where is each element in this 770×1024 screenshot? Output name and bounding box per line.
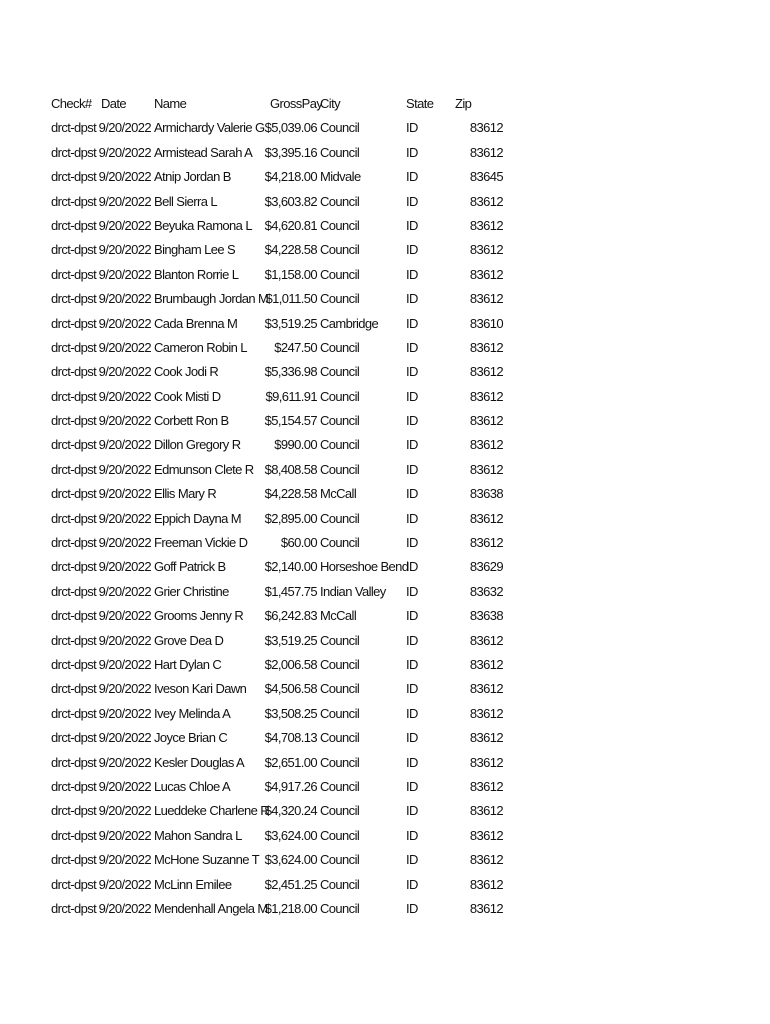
table-row: [0, 653, 770, 677]
cell-check: drct-dpst: [51, 632, 97, 648]
cell-zip: 83612: [469, 266, 503, 282]
cell-name: Brumbaugh Jordan M: [154, 291, 269, 307]
cell-state: ID: [406, 681, 418, 697]
cell-name: Armistead Sarah A: [154, 144, 253, 160]
cell-grosspay: $3,519.25: [264, 315, 317, 331]
cell-check: drct-dpst: [51, 364, 97, 380]
cell-check: drct-dpst: [51, 388, 97, 404]
cell-state: ID: [406, 437, 418, 453]
cell-city: Council: [320, 730, 360, 746]
cell-name: Hart Dylan C: [154, 656, 222, 672]
cell-state: ID: [406, 852, 418, 868]
cell-city: Council: [320, 437, 360, 453]
cell-grosspay: $4,228.58: [264, 486, 317, 502]
cell-grosspay: $2,895.00: [264, 510, 317, 526]
cell-check: drct-dpst: [51, 583, 97, 599]
cell-zip: 83612: [469, 632, 503, 648]
cell-state: ID: [406, 510, 418, 526]
cell-name: Cook Jodi R: [154, 364, 219, 380]
cell-check: drct-dpst: [51, 656, 97, 672]
cell-zip: 83612: [469, 705, 503, 721]
cell-zip: 83612: [469, 803, 503, 819]
table-row: [0, 604, 770, 628]
header-check: Check#: [51, 96, 92, 111]
cell-name: Grier Christine: [154, 583, 229, 599]
cell-grosspay: $247.50: [274, 339, 317, 355]
cell-name: Ivey Melinda A: [154, 705, 231, 721]
cell-grosspay: $3,624.00: [264, 852, 317, 868]
payroll-table: [0, 92, 770, 921]
cell-grosspay: $3,624.00: [264, 827, 317, 843]
cell-check: drct-dpst: [51, 193, 97, 209]
cell-check: drct-dpst: [51, 559, 97, 575]
cell-grosspay: $9,611.91: [265, 388, 317, 404]
cell-zip: 83612: [469, 461, 503, 477]
cell-city: Council: [320, 656, 360, 672]
cell-city: Council: [320, 242, 360, 258]
cell-zip: 83612: [469, 681, 503, 697]
cell-city: Council: [320, 778, 360, 794]
cell-grosspay: $3,519.25: [264, 632, 317, 648]
cell-zip: 83612: [469, 144, 503, 160]
cell-zip: 83612: [469, 876, 503, 892]
cell-check: drct-dpst: [51, 827, 97, 843]
cell-date: 9/20/2022: [98, 413, 151, 429]
cell-zip: 83612: [469, 510, 503, 526]
cell-state: ID: [406, 803, 418, 819]
cell-city: Council: [320, 339, 360, 355]
cell-name: Atnip Jordan B: [154, 169, 231, 185]
cell-zip: 83612: [469, 656, 503, 672]
table-row: [0, 726, 770, 750]
cell-date: 9/20/2022: [98, 754, 151, 770]
cell-state: ID: [406, 778, 418, 794]
cell-city: Council: [320, 803, 360, 819]
cell-state: ID: [406, 632, 418, 648]
table-row: [0, 385, 770, 409]
cell-zip: 83612: [469, 778, 503, 794]
cell-date: 9/20/2022: [98, 705, 151, 721]
cell-grosspay: $4,320.24: [264, 803, 317, 819]
cell-name: Bell Sierra L: [154, 193, 218, 209]
cell-city: Council: [320, 364, 360, 380]
cell-check: drct-dpst: [51, 876, 97, 892]
cell-state: ID: [406, 656, 418, 672]
cell-name: Goff Patrick B: [154, 559, 226, 575]
cell-check: drct-dpst: [51, 778, 97, 794]
cell-zip: 83612: [469, 437, 503, 453]
cell-state: ID: [406, 705, 418, 721]
cell-city: Council: [320, 900, 360, 916]
cell-check: drct-dpst: [51, 291, 97, 307]
cell-name: Joyce Brian C: [154, 730, 228, 746]
cell-zip: 83612: [469, 535, 503, 551]
cell-check: drct-dpst: [51, 608, 97, 624]
cell-zip: 83612: [469, 193, 503, 209]
cell-date: 9/20/2022: [98, 535, 151, 551]
cell-grosspay: $1,158.00: [264, 266, 317, 282]
cell-state: ID: [406, 461, 418, 477]
cell-city: Council: [320, 388, 360, 404]
cell-name: Cameron Robin L: [154, 339, 247, 355]
cell-check: drct-dpst: [51, 169, 97, 185]
cell-state: ID: [406, 242, 418, 258]
table-row: [0, 897, 770, 921]
cell-check: drct-dpst: [51, 486, 97, 502]
cell-date: 9/20/2022: [98, 266, 151, 282]
cell-name: Eppich Dayna M: [154, 510, 241, 526]
cell-zip: 83638: [469, 486, 503, 502]
cell-name: Freeman Vickie D: [154, 535, 248, 551]
cell-grosspay: $4,620.81: [264, 217, 317, 233]
cell-check: drct-dpst: [51, 437, 97, 453]
cell-zip: 83612: [469, 413, 503, 429]
cell-city: McCall: [320, 486, 357, 502]
cell-grosspay: $4,218.00: [264, 169, 317, 185]
cell-state: ID: [406, 413, 418, 429]
cell-name: Armichardy Valerie G: [154, 120, 265, 136]
table-row: [0, 482, 770, 506]
cell-city: Council: [320, 217, 360, 233]
cell-grosspay: $3,508.25: [264, 705, 317, 721]
cell-state: ID: [406, 535, 418, 551]
table-body: [0, 116, 770, 921]
table-row: [0, 507, 770, 531]
cell-city: Council: [320, 827, 360, 843]
cell-city: Council: [320, 876, 360, 892]
cell-date: 9/20/2022: [98, 437, 151, 453]
header-state: State: [406, 96, 434, 111]
cell-city: Council: [320, 193, 360, 209]
cell-name: Mendenhall Angela M: [154, 900, 268, 916]
cell-grosspay: $4,506.58: [264, 681, 317, 697]
cell-state: ID: [406, 876, 418, 892]
table-row: [0, 751, 770, 775]
table-row: [0, 312, 770, 336]
cell-grosspay: $5,336.98: [264, 364, 317, 380]
cell-date: 9/20/2022: [98, 291, 151, 307]
table-row: [0, 165, 770, 189]
cell-state: ID: [406, 364, 418, 380]
cell-name: Ellis Mary R: [154, 486, 217, 502]
cell-date: 9/20/2022: [98, 169, 151, 185]
cell-check: drct-dpst: [51, 852, 97, 868]
cell-grosspay: $990.00: [274, 437, 317, 453]
cell-name: Kesler Douglas A: [154, 754, 245, 770]
cell-name: McHone Suzanne T: [154, 852, 260, 868]
cell-zip: 83612: [469, 754, 503, 770]
cell-state: ID: [406, 193, 418, 209]
header-zip: Zip: [455, 96, 472, 111]
cell-date: 9/20/2022: [98, 900, 151, 916]
cell-zip: 83610: [469, 315, 503, 331]
header-grosspay: GrossPay: [270, 96, 323, 111]
cell-name: Beyuka Ramona L: [154, 217, 252, 233]
cell-zip: 83612: [469, 217, 503, 233]
cell-zip: 83612: [469, 827, 503, 843]
cell-check: drct-dpst: [51, 461, 97, 477]
cell-date: 9/20/2022: [98, 852, 151, 868]
cell-zip: 83612: [469, 120, 503, 136]
cell-zip: 83629: [469, 559, 503, 575]
cell-zip: 83612: [469, 364, 503, 380]
cell-state: ID: [406, 900, 418, 916]
cell-grosspay: $3,395.16: [264, 144, 317, 160]
table-row: [0, 336, 770, 360]
table-row: [0, 409, 770, 433]
cell-date: 9/20/2022: [98, 461, 151, 477]
cell-state: ID: [406, 583, 418, 599]
cell-date: 9/20/2022: [98, 876, 151, 892]
cell-state: ID: [406, 730, 418, 746]
cell-date: 9/20/2022: [98, 803, 151, 819]
table-row: [0, 287, 770, 311]
cell-date: 9/20/2022: [98, 242, 151, 258]
cell-grosspay: $1,457.75: [264, 583, 317, 599]
cell-zip: 83645: [469, 169, 503, 185]
cell-date: 9/20/2022: [98, 144, 151, 160]
cell-check: drct-dpst: [51, 217, 97, 233]
cell-check: drct-dpst: [51, 315, 97, 331]
cell-date: 9/20/2022: [98, 315, 151, 331]
table-row: [0, 555, 770, 579]
cell-grosspay: $2,651.00: [264, 754, 317, 770]
cell-name: Lucas Chloe A: [154, 778, 231, 794]
cell-date: 9/20/2022: [98, 486, 151, 502]
cell-grosspay: $4,917.26: [264, 778, 317, 794]
cell-name: Cook Misti D: [154, 388, 221, 404]
cell-grosspay: $60.00: [280, 535, 317, 551]
cell-grosspay: $5,154.57: [264, 413, 317, 429]
cell-zip: 83612: [469, 388, 503, 404]
cell-zip: 83612: [469, 242, 503, 258]
cell-grosspay: $2,451.25: [264, 876, 317, 892]
cell-city: Council: [320, 510, 360, 526]
table-row: [0, 190, 770, 214]
table-row: [0, 531, 770, 555]
cell-city: Council: [320, 291, 360, 307]
cell-grosspay: $8,408.58: [264, 461, 317, 477]
cell-name: Blanton Rorrie L: [154, 266, 239, 282]
cell-check: drct-dpst: [51, 803, 97, 819]
cell-state: ID: [406, 608, 418, 624]
cell-date: 9/20/2022: [98, 510, 151, 526]
table-row: [0, 116, 770, 140]
cell-check: drct-dpst: [51, 754, 97, 770]
cell-state: ID: [406, 486, 418, 502]
header-city: City: [320, 96, 340, 111]
cell-state: ID: [406, 169, 418, 185]
cell-zip: 83638: [469, 608, 503, 624]
table-row: [0, 873, 770, 897]
table-row: [0, 702, 770, 726]
cell-city: Council: [320, 461, 360, 477]
cell-state: ID: [406, 388, 418, 404]
cell-city: Council: [320, 852, 360, 868]
cell-state: ID: [406, 217, 418, 233]
cell-city: McCall: [320, 608, 357, 624]
cell-date: 9/20/2022: [98, 583, 151, 599]
cell-date: 9/20/2022: [98, 656, 151, 672]
cell-check: drct-dpst: [51, 535, 97, 551]
cell-zip: 83632: [469, 583, 503, 599]
cell-grosspay: $1,218.00: [264, 900, 317, 916]
cell-zip: 83612: [469, 900, 503, 916]
table-row: [0, 580, 770, 604]
cell-state: ID: [406, 291, 418, 307]
cell-date: 9/20/2022: [98, 827, 151, 843]
cell-city: Council: [320, 413, 360, 429]
table-row: [0, 824, 770, 848]
cell-state: ID: [406, 315, 418, 331]
cell-state: ID: [406, 559, 418, 575]
cell-state: ID: [406, 266, 418, 282]
table-row: [0, 141, 770, 165]
cell-name: Bingham Lee S: [154, 242, 236, 258]
cell-city: Midvale: [320, 169, 361, 185]
cell-date: 9/20/2022: [98, 217, 151, 233]
cell-name: Mahon Sandra L: [154, 827, 242, 843]
table-row: [0, 677, 770, 701]
table-row: [0, 238, 770, 262]
cell-city: Indian Valley: [320, 583, 386, 599]
cell-zip: 83612: [469, 730, 503, 746]
cell-grosspay: $6,242.83: [264, 608, 317, 624]
table-row: [0, 629, 770, 653]
cell-city: Council: [320, 754, 360, 770]
table-row: [0, 848, 770, 872]
cell-date: 9/20/2022: [98, 778, 151, 794]
cell-name: Cada Brenna M: [154, 315, 238, 331]
cell-state: ID: [406, 827, 418, 843]
cell-date: 9/20/2022: [98, 388, 151, 404]
cell-check: drct-dpst: [51, 339, 97, 355]
cell-name: Dillon Gregory R: [154, 437, 241, 453]
cell-check: drct-dpst: [51, 705, 97, 721]
cell-check: drct-dpst: [51, 242, 97, 258]
cell-city: Horseshoe Bend: [320, 559, 409, 575]
cell-grosspay: $1,011.50: [265, 291, 317, 307]
cell-date: 9/20/2022: [98, 120, 151, 136]
cell-date: 9/20/2022: [98, 193, 151, 209]
cell-state: ID: [406, 144, 418, 160]
cell-date: 9/20/2022: [98, 681, 151, 697]
cell-check: drct-dpst: [51, 413, 97, 429]
cell-city: Council: [320, 266, 360, 282]
cell-city: Council: [320, 705, 360, 721]
cell-grosspay: $4,708.13: [264, 730, 317, 746]
cell-grosspay: $5,039.06: [264, 120, 317, 136]
cell-check: drct-dpst: [51, 266, 97, 282]
cell-city: Council: [320, 120, 360, 136]
table-row: [0, 263, 770, 287]
cell-city: Council: [320, 632, 360, 648]
cell-state: ID: [406, 120, 418, 136]
cell-grosspay: $3,603.82: [264, 193, 317, 209]
cell-name: Edmunson Clete R: [154, 461, 254, 477]
cell-date: 9/20/2022: [98, 559, 151, 575]
table-row: [0, 214, 770, 238]
table-header-row: [0, 92, 770, 116]
cell-grosspay: $2,140.00: [264, 559, 317, 575]
cell-date: 9/20/2022: [98, 608, 151, 624]
cell-city: Council: [320, 535, 360, 551]
cell-zip: 83612: [469, 339, 503, 355]
cell-name: Lueddeke Charlene R: [154, 803, 270, 819]
cell-city: Council: [320, 144, 360, 160]
cell-check: drct-dpst: [51, 900, 97, 916]
cell-date: 9/20/2022: [98, 364, 151, 380]
table-row: [0, 433, 770, 457]
table-row: [0, 799, 770, 823]
table-row: [0, 360, 770, 384]
cell-date: 9/20/2022: [98, 339, 151, 355]
cell-check: drct-dpst: [51, 120, 97, 136]
cell-date: 9/20/2022: [98, 632, 151, 648]
table-row: [0, 775, 770, 799]
cell-check: drct-dpst: [51, 681, 97, 697]
cell-city: Cambridge: [320, 315, 379, 331]
cell-name: McLinn Emilee: [154, 876, 232, 892]
cell-check: drct-dpst: [51, 730, 97, 746]
cell-zip: 83612: [469, 291, 503, 307]
header-date: Date: [101, 96, 127, 111]
cell-zip: 83612: [469, 852, 503, 868]
cell-check: drct-dpst: [51, 144, 97, 160]
cell-name: Grooms Jenny R: [154, 608, 244, 624]
cell-date: 9/20/2022: [98, 730, 151, 746]
cell-name: Iveson Kari Dawn: [154, 681, 247, 697]
cell-city: Council: [320, 681, 360, 697]
cell-state: ID: [406, 754, 418, 770]
header-name: Name: [154, 96, 187, 111]
table-row: [0, 458, 770, 482]
cell-name: Corbett Ron B: [154, 413, 229, 429]
cell-check: drct-dpst: [51, 510, 97, 526]
cell-grosspay: $2,006.58: [264, 656, 317, 672]
cell-name: Grove Dea D: [154, 632, 224, 648]
cell-grosspay: $4,228.58: [264, 242, 317, 258]
cell-state: ID: [406, 339, 418, 355]
